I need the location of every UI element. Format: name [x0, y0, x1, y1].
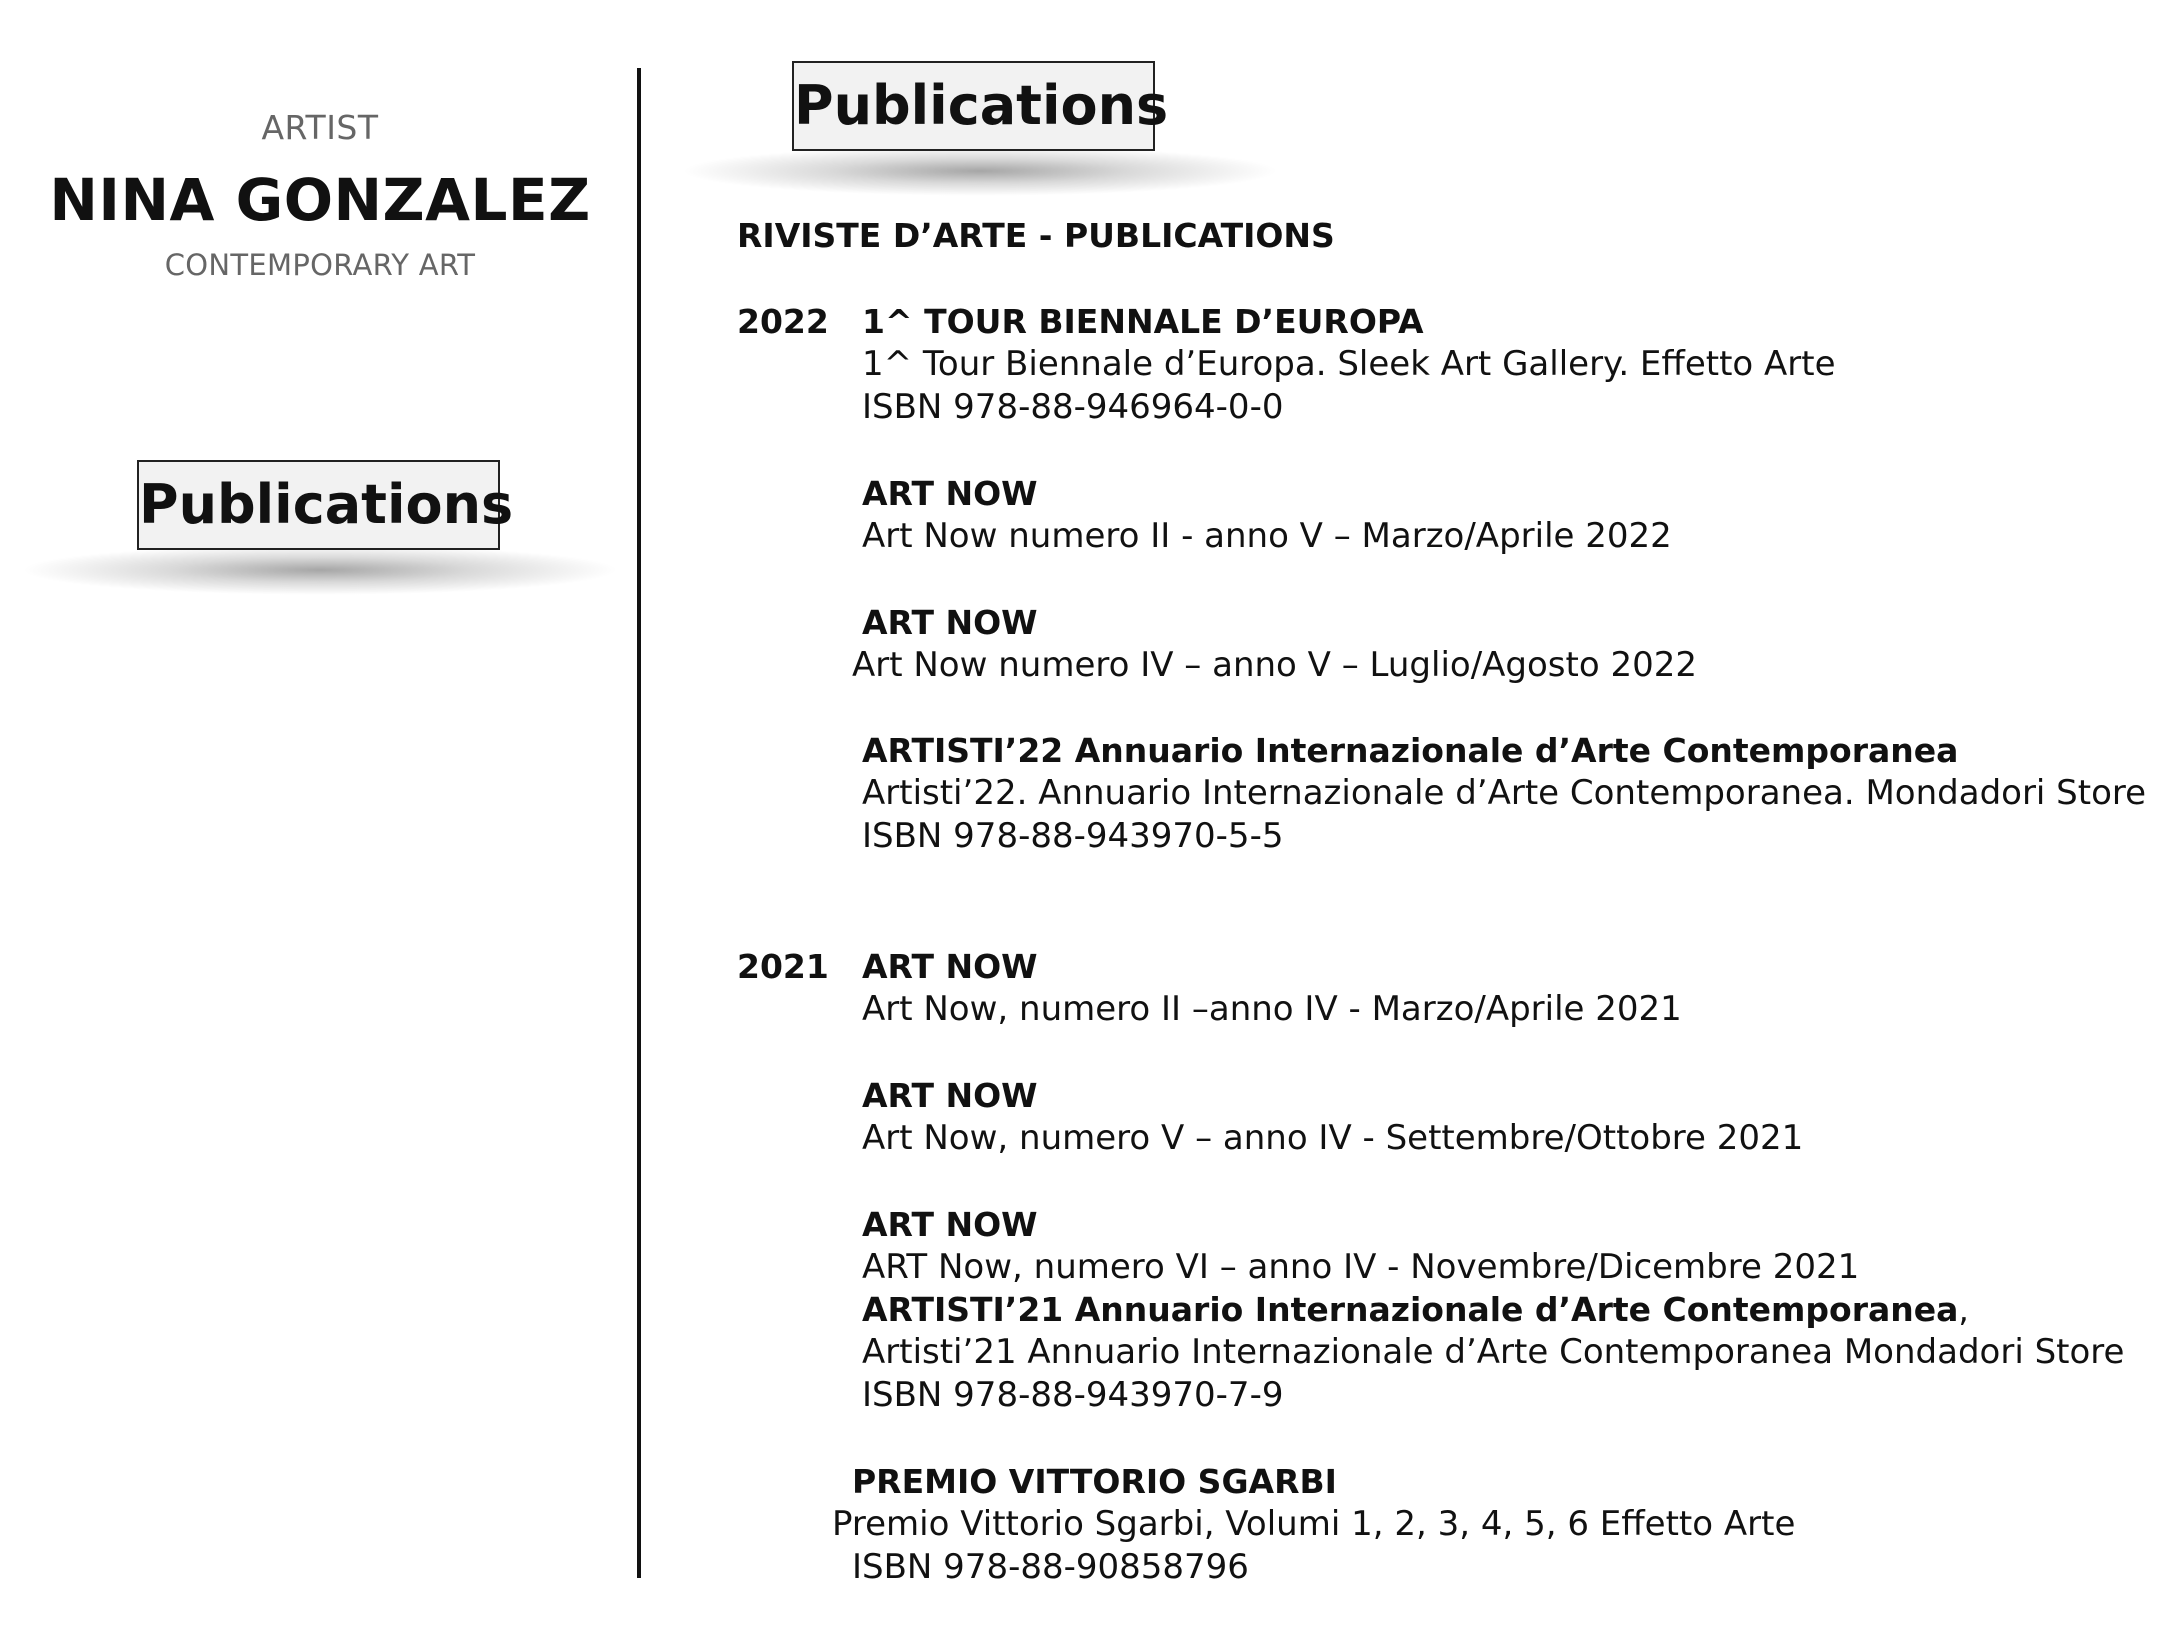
entry-line: ART Now, numero VI – anno IV - Novembre/Dicembre 2021 [862, 1247, 1860, 1287]
entry-title: ART NOW [862, 1205, 1038, 1244]
artist-role: ARTIST [261, 108, 379, 147]
entry-title: ART NOW [862, 603, 1038, 642]
artist-subtitle: CONTEMPORARY ART [164, 248, 476, 282]
year-2022: 2022 [737, 302, 829, 341]
entry-line: Art Now, numero V – anno IV - Settembre/Ottobre 2021 [862, 1118, 1804, 1158]
entry-line: 1^ Tour Biennale d’Europa. Sleek Art Gallery. Effetto Arte [862, 344, 1836, 384]
section-title: RIVISTE D’ARTE - PUBLICATIONS [737, 216, 1335, 255]
entry-title: 1^ TOUR BIENNALE D’EUROPA [862, 302, 1424, 341]
entry-line: Art Now, numero II –anno IV - Marzo/Aprile 2021 [862, 989, 1682, 1029]
sidebar-section-label: Publications [137, 460, 500, 550]
page-title: Publications [792, 61, 1155, 151]
entry-line: Art Now numero IV – anno V – Luglio/Agosto 2022 [852, 645, 1697, 685]
entry-title-suffix: , [1958, 1290, 1969, 1329]
vertical-divider [637, 68, 641, 1578]
entry-title: ARTISTI’22 Annuario Internazionale d’Arte Contemporanea [862, 731, 1959, 770]
entry-line: Artisti’22. Annuario Internazionale d’Arte Contemporanea. Mondadori Store [862, 773, 2147, 813]
entry-isbn: ISBN 978-88-943970-5-5 [862, 816, 1284, 856]
entry-isbn: ISBN 978-88-90858796 [852, 1547, 1249, 1587]
entry-title: ART NOW [862, 1076, 1038, 1115]
entry-isbn: ISBN 978-88-946964-0-0 [862, 387, 1284, 427]
entry-title-text: ARTISTI’21 Annuario Internazionale d’Arte Contemporanea [862, 1290, 1959, 1329]
year-2021: 2021 [737, 947, 829, 986]
entry-line: Artisti’21 Annuario Internazionale d’Arte Contemporanea Mondadori Store [862, 1332, 2125, 1372]
artist-name: NINA GONZALEZ [49, 166, 591, 234]
entry-title: ART NOW [862, 947, 1038, 986]
entry-line: Art Now numero II - anno V – Marzo/Aprile 2022 [862, 516, 1672, 556]
entry-title: ART NOW [862, 474, 1038, 513]
entry-isbn: ISBN 978-88-943970-7-9 [862, 1375, 1284, 1415]
entry-title: PREMIO VITTORIO SGARBI [852, 1462, 1337, 1501]
header-label-shadow [680, 146, 1280, 196]
section-label-shadow [20, 545, 620, 595]
entry-line: Premio Vittorio Sgarbi, Volumi 1, 2, 3, 4, 5, 6 Effetto Arte [832, 1504, 1796, 1544]
entry-title [862, 1290, 1969, 1329]
